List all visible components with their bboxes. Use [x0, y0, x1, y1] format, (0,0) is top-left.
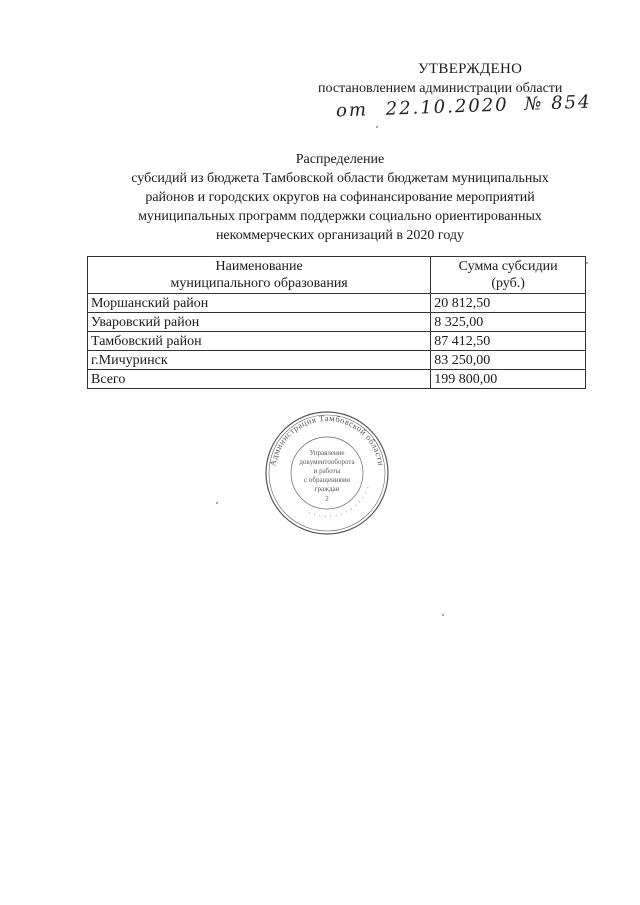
table-row	[88, 351, 586, 370]
scan-speck	[376, 126, 378, 128]
subsidy-amount: 87 412,50	[431, 332, 586, 351]
header-amount	[431, 257, 586, 294]
subsidy-amount: 20 812,50	[431, 294, 586, 313]
scan-speck	[442, 614, 444, 616]
handwritten-prefix: от	[335, 99, 369, 122]
handwritten-number: № 854	[524, 91, 592, 115]
table-row	[88, 294, 586, 313]
subsidy-amount: 8 325,00	[431, 313, 586, 332]
official-stamp	[262, 408, 392, 538]
table-total-row	[88, 370, 586, 389]
svg-text:граждан: граждан	[314, 485, 340, 493]
scan-speck	[586, 262, 588, 264]
subsidy-amount: 83 250,00	[431, 351, 586, 370]
heading-line-2: субсидий из бюджета Тамбовской области бюджетам муниципальных	[131, 171, 549, 186]
table-row	[88, 332, 586, 351]
scan-speck	[216, 502, 218, 504]
stamp-outer-text: Администрация Тамбовской области	[267, 412, 387, 467]
document-heading	[60, 150, 620, 245]
subsidy-table	[87, 256, 586, 389]
header-amount-line-2: (руб.)	[491, 276, 525, 291]
municipality-name: Моршанский район	[88, 294, 431, 313]
svg-text:· · · · · · · · · · · · · ·: · · · · · · · · · · · · · ·	[305, 484, 373, 522]
heading-line-4: муниципальных программ поддержки социально ориентированных	[138, 209, 542, 224]
header-amount-line-1: Сумма субсидии	[458, 259, 558, 274]
total-label: Всего	[88, 370, 431, 389]
table-row	[88, 313, 586, 332]
svg-text:и работы: и работы	[313, 467, 341, 475]
svg-text:документооборота: документооборота	[299, 458, 355, 466]
table-header-row	[88, 257, 586, 294]
municipality-name: г.Мичуринск	[88, 351, 431, 370]
stamp-seal-icon	[262, 408, 392, 538]
svg-text:Управление: Управление	[309, 449, 345, 457]
header-municipality-line-1: Наименование	[215, 259, 303, 274]
approved-by-text: постановлением администрации области	[318, 81, 563, 96]
approved-title: УТВЕРЖДЕНО	[418, 61, 523, 77]
total-amount: 199 800,00	[431, 370, 586, 389]
handwritten-date: 22.10.2020	[385, 94, 510, 120]
header-municipality-line-2: муниципального образования	[170, 276, 348, 291]
heading-line-3: районов и городских округов на софинансирование мероприятий	[145, 190, 535, 205]
municipality-name: Уваровский район	[88, 313, 431, 332]
heading-line-1: Распределение	[295, 152, 385, 167]
svg-text:с обращениями: с обращениями	[304, 476, 350, 484]
heading-line-5: некоммерческих организаций в 2020 году	[215, 228, 465, 243]
municipality-name: Тамбовский район	[88, 332, 431, 351]
header-municipality	[88, 257, 431, 294]
svg-text:2: 2	[325, 495, 329, 503]
